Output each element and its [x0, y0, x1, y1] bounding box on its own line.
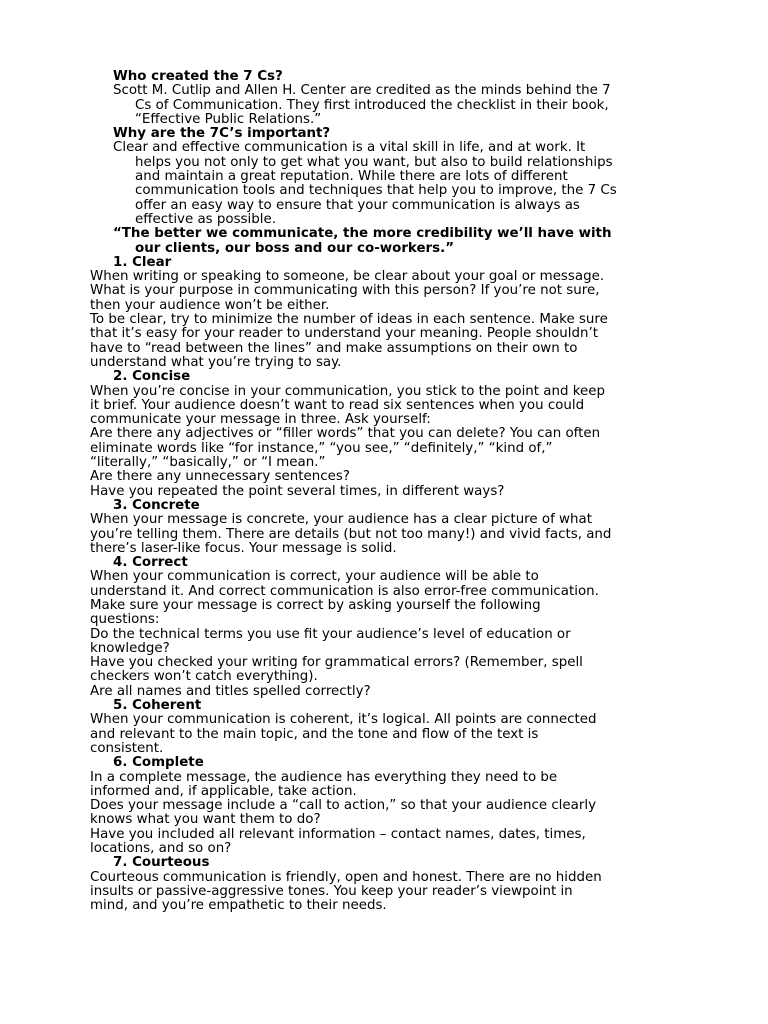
- who-created-answer: [0, 84, 768, 127]
- section-clear: [0, 256, 768, 370]
- text-line: Have you repeated the point several times, in different ways?: [90, 483, 505, 499]
- text-line: communication tools and techniques that help you to improve, the 7 Cs: [135, 183, 617, 199]
- text-line: Have you included all relevant information – contact names, dates, times,: [90, 826, 586, 842]
- text-line: Scott M. Cutlip and Allen H. Center are credited as the minds behind the 7: [113, 83, 611, 99]
- section-heading: 3. Concrete: [113, 497, 200, 513]
- who-created-block: [0, 70, 768, 127]
- text-line: In a complete message, the audience has everything they need to be: [90, 769, 558, 785]
- text-line: communicate your message in three. Ask yourself:: [90, 412, 431, 428]
- section-body: [0, 871, 768, 914]
- text-line: When your communication is correct, your audience will be able to: [90, 569, 539, 585]
- text-line: mind, and you’re empathetic to their needs.: [90, 898, 387, 914]
- text-line: When writing or speaking to someone, be clear about your goal or message.: [90, 269, 605, 285]
- text-line: and maintain a great reputation. While there are lots of different: [135, 169, 568, 185]
- text-line: insults or passive-aggressive tones. You keep your reader’s viewpoint in: [90, 883, 573, 899]
- why-important-heading: Why are the 7C’s important?: [113, 126, 331, 142]
- text-line: Do the technical terms you use fit your audience’s level of education or: [90, 626, 571, 642]
- text-line: To be clear, try to minimize the number of ideas in each sentence. Make sure: [90, 312, 608, 328]
- text-line: Are there any adjectives or “filler words” that you can delete? You can often: [90, 426, 601, 442]
- section-coherent: [0, 699, 768, 756]
- text-line: Clear and effective communication is a vital skill in life, and at work. It: [113, 140, 586, 156]
- text-line: Are there any unnecessary sentences?: [90, 469, 350, 485]
- text-line: “Effective Public Relations.”: [135, 111, 322, 127]
- text-line: and relevant to the main topic, and the tone and flow of the text is: [90, 726, 539, 742]
- text-line: you’re telling them. There are details (but not too many!) and vivid facts, and: [90, 526, 612, 542]
- text-line: Cs of Communication. They first introduced the checklist in their book,: [135, 97, 609, 113]
- text-line: helps you not only to get what you want, but also to build relationships: [135, 154, 613, 170]
- text-line: have to “read between the lines” and make assumptions on their own to: [90, 340, 578, 356]
- why-important-answer: [0, 141, 768, 227]
- text-line: When your communication is coherent, it’s logical. All points are connected: [90, 712, 597, 728]
- text-line: that it’s easy for your reader to understand your meaning. People shouldn’t: [90, 326, 598, 342]
- text-line: then your audience won’t be either.: [90, 297, 330, 313]
- section-heading: 2. Concise: [113, 369, 191, 385]
- text-line: understand what you’re trying to say.: [90, 354, 342, 370]
- text-line: Are all names and titles spelled correctly?: [90, 683, 371, 699]
- text-line: understand it. And correct communication is also error-free communication.: [90, 583, 599, 599]
- section-heading: 6. Complete: [113, 755, 204, 771]
- text-line: What is your purpose in communicating with this person? If you’re not sure,: [90, 283, 600, 299]
- text-line: Does your message include a “call to action,” so that your audience clearly: [90, 798, 596, 814]
- section-body: [0, 771, 768, 857]
- text-line: it brief. Your audience doesn’t want to read six sentences when you could: [90, 397, 585, 413]
- text-line: locations, and so on?: [90, 841, 232, 857]
- quote-line: our clients, our boss and our co-workers.”: [135, 240, 455, 256]
- text-line: Have you checked your writing for grammatical errors? (Remember, spell: [90, 655, 583, 671]
- section-heading: 5. Coherent: [113, 698, 202, 714]
- who-created-heading: Who created the 7 Cs?: [113, 69, 283, 84]
- text-line: there’s laser-like focus. Your message is solid.: [90, 540, 397, 556]
- section-body: [0, 713, 768, 756]
- text-line: checkers won’t catch everything).: [90, 669, 318, 685]
- text-line: knowledge?: [90, 640, 170, 656]
- text-line: When your message is concrete, your audience has a clear picture of what: [90, 512, 592, 528]
- text-line: consistent.: [90, 740, 164, 756]
- section-concise: [0, 370, 768, 499]
- text-line: “literally,” “basically,” or “I mean.”: [90, 455, 326, 471]
- section-complete: [0, 756, 768, 856]
- section-body: [0, 270, 768, 370]
- section-heading: 1. Clear: [113, 254, 172, 270]
- section-concrete: [0, 499, 768, 556]
- text-line: effective as possible.: [135, 211, 276, 227]
- quote-line: “The better we communicate, the more credibility we’ll have with: [113, 226, 612, 242]
- section-correct: [0, 556, 768, 699]
- text-line: questions:: [90, 612, 160, 628]
- text-line: eliminate words like “for instance,” “you see,” “definitely,” “kind of,”: [90, 440, 553, 456]
- text-line: When you’re concise in your communication, you stick to the point and keep: [90, 383, 605, 399]
- section-courteous: [0, 856, 768, 913]
- text-line: Courteous communication is friendly, open and honest. There are no hidden: [90, 869, 602, 885]
- pull-quote: [0, 227, 768, 256]
- section-body: [0, 385, 768, 499]
- section-body: [0, 513, 768, 556]
- why-important-block: [0, 127, 768, 227]
- text-line: offer an easy way to ensure that your communication is always as: [135, 197, 580, 213]
- document-page: [0, 70, 768, 914]
- section-heading: 4. Correct: [113, 555, 188, 571]
- section-heading: 7. Courteous: [113, 855, 210, 871]
- text-line: Make sure your message is correct by asking yourself the following: [90, 597, 541, 613]
- text-line: informed and, if applicable, take action.: [90, 783, 357, 799]
- text-line: knows what you want them to do?: [90, 812, 321, 828]
- section-body: [0, 570, 768, 699]
